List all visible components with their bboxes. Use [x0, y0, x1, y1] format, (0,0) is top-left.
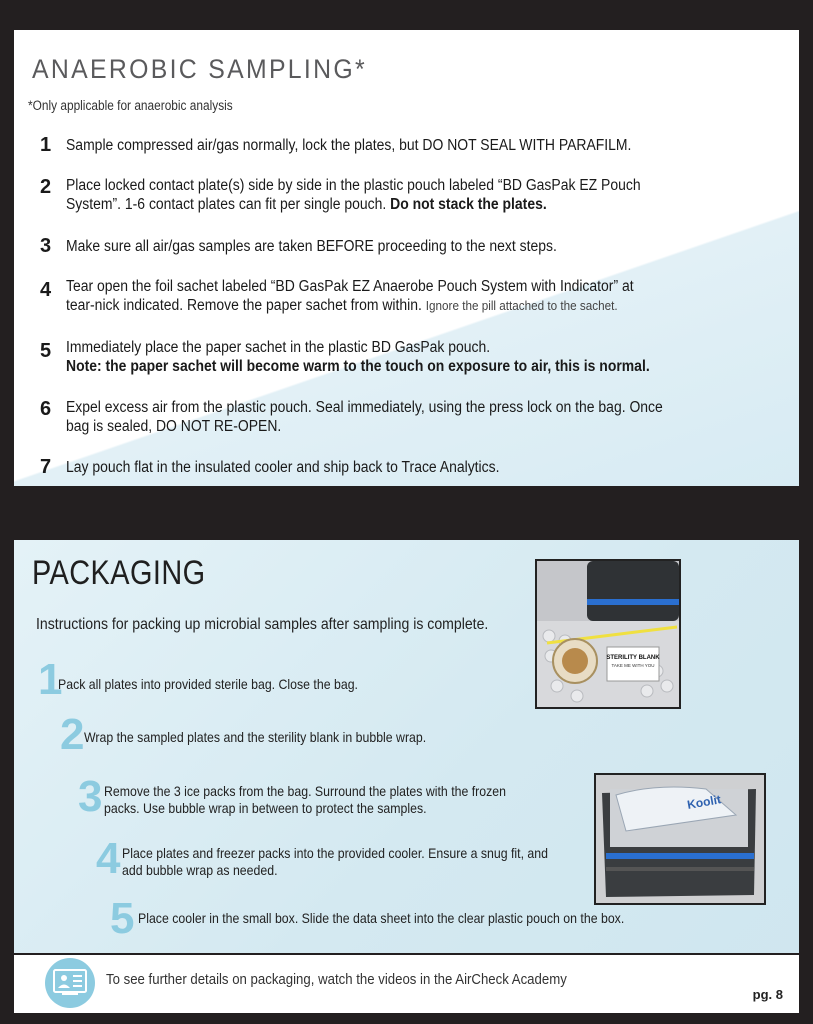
step-number: 2 [40, 176, 52, 198]
step-line: bag is sealed, DO NOT RE-OPEN. [66, 418, 282, 435]
step-number: 4 [40, 279, 52, 301]
step-number: 1 [40, 134, 52, 156]
sterile-bag-illustration [537, 561, 679, 707]
step-aside: Ignore the pill attached to the sachet. [425, 298, 618, 313]
step-line: Place plates and freezer packs into the provided cooler. Ensure a snug fit, and [122, 845, 548, 861]
step-number: 4 [96, 834, 121, 883]
step-line-part: System”. 1-6 contact plates can fit per single pouch. [66, 196, 391, 213]
step-text: Wrap the sampled plates and the sterility blank in bubble wrap. [84, 729, 427, 745]
step-line: Expel excess air from the plastic pouch. Seal immediately, using the press lock on the bag. Once [66, 399, 663, 416]
step-text [66, 277, 804, 315]
packaging-title: PACKAGING [32, 554, 206, 592]
step-text: Lay pouch flat in the insulated cooler and ship back to Trace Analytics. [66, 459, 500, 476]
step-text [66, 338, 804, 376]
step-line-part: tear-nick indicated. Remove the paper sachet from within. [66, 297, 426, 314]
step-number: 5 [40, 340, 52, 362]
photo-label-take-me: TAKE ME WITH YOU [611, 663, 655, 668]
step-number: 6 [40, 398, 52, 420]
step-line: Place locked contact plate(s) side by side in the plastic pouch labeled “BD GasPak EZ Pouch [66, 177, 641, 194]
photo-label-sterility-blank: STERILITY BLANK [606, 655, 660, 661]
step-number: 1 [38, 655, 63, 704]
step-line: Remove the 3 ice packs from the bag. Surround the plates with the frozen [104, 783, 506, 799]
step-text: Sample compressed air/gas normally, lock the plates, but DO NOT SEAL WITH PARAFILM. [66, 137, 632, 154]
step-line: Tear open the foil sachet labeled “BD GasPak EZ Anaerobe Pouch System with Indicator” at [66, 278, 634, 295]
sterile-bag-photo [535, 559, 681, 709]
packaging-panel [14, 540, 799, 1011]
step-number: 7 [40, 456, 52, 478]
footer-bar [14, 953, 799, 1013]
step-emphasis: Do not stack the plates. [390, 196, 547, 213]
step-line: add bubble wrap as needed. [122, 862, 278, 878]
photo-label-koolit: Koolit [686, 792, 723, 812]
cooler-photo [594, 773, 766, 905]
anaerobic-title: ANAEROBIC SAMPLING* [32, 54, 367, 84]
step-text: Pack all plates into provided sterile bag. Close the bag. [58, 676, 358, 692]
step-text [122, 845, 615, 879]
anaerobic-sampling-panel [14, 30, 799, 486]
footer-text: To see further details on packaging, watch the videos in the AirCheck Academy [106, 971, 567, 988]
step-number: 3 [78, 772, 103, 821]
step-text [104, 783, 579, 817]
step-line: packs. Use bubble wrap in between to protect the samples. [104, 800, 427, 816]
step-text: Make sure all air/gas samples are taken BEFORE proceeding to the next steps. [66, 238, 557, 255]
step-number: 2 [60, 710, 85, 759]
step-number: 3 [40, 235, 52, 257]
cooler-illustration [596, 775, 764, 903]
step-text: Place cooler in the small box. Slide the data sheet into the clear plastic pouch on the box. [138, 910, 625, 926]
anaerobic-note: *Only applicable for anaerobic analysis [28, 98, 233, 113]
step-number: 5 [110, 894, 135, 943]
page-number: pg. 8 [752, 987, 783, 1002]
step-note: Note: the paper sachet will become warm to the touch on exposure to air, this is normal. [66, 358, 650, 375]
step-line [66, 296, 804, 315]
step-line [66, 195, 804, 214]
step-line: Immediately place the paper sachet in the plastic BD GasPak pouch. [66, 339, 491, 356]
packaging-intro: Instructions for packing up microbial samples after sampling is complete. [36, 616, 489, 633]
video-academy-icon [44, 957, 96, 1009]
step-text [66, 398, 804, 436]
step-text [66, 176, 804, 214]
